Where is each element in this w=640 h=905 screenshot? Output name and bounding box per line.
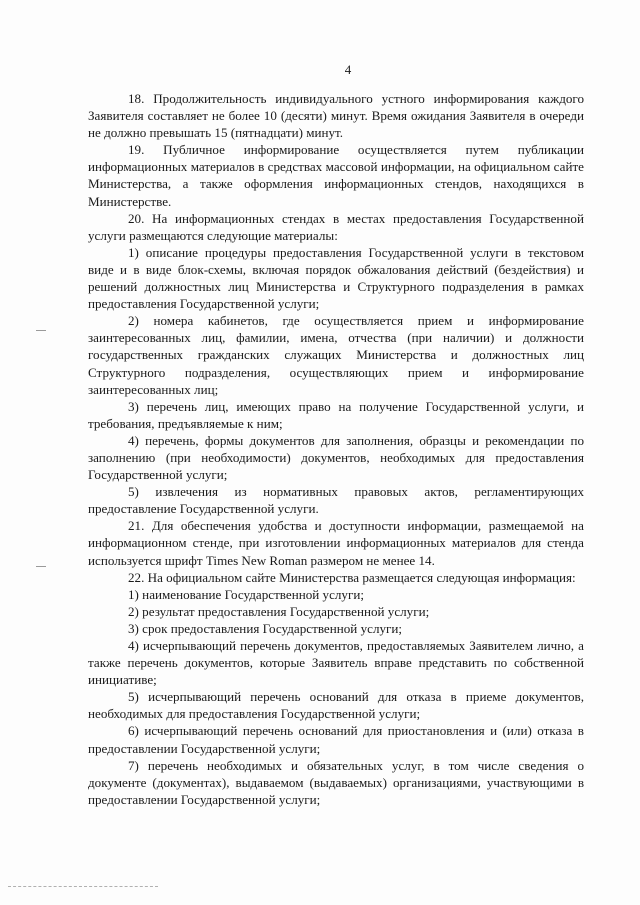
- scan-artifact-mark: [36, 330, 46, 331]
- paragraph-20-item-2: 2) номера кабинетов, где осуществляется прием и информирование заинтересованных лиц, фамилии, имена, отчества (при наличии) и должности государственных гражданских служащих Министерства и должностных лиц Структурного подразделения, осуществляющих прием и информирование заинтересованных лиц;: [88, 313, 584, 397]
- paragraph-20-item-1: 1) описание процедуры предоставления Государственной услуги в текстовом виде и в виде блок-схемы, включая порядок обжалования действий (бездействия) и решений должностных лиц Министерства и Структурного подразделения в рамках предоставления Государственной услуги;: [88, 244, 584, 312]
- paragraph-22-item-7: 7) перечень необходимых и обязательных услуг, в том числе сведения о документе (документах), выдаваемом (выдаваемых) организациями, участвующими в предоставлении Государственной услуги;: [88, 757, 584, 807]
- paragraph-20-item-5: 5) извлечения из нормативных правовых актов, регламентирующих предоставление Государственной услуги.: [88, 484, 584, 517]
- document-body: [88, 90, 584, 808]
- paragraph-19: 19. Публичное информирование осуществляется путем публикации информационных материалов в средствах массовой информации, на официальном сайте Министерства, а также оформления информационных стендов, находящихся в Министерстве.: [88, 142, 584, 209]
- paragraph-22-item-1: 1) наименование Государственной услуги;: [128, 586, 364, 602]
- paragraph-20-item-4: 4) перечень, формы документов для заполнения, образцы и рекомендации по заполнению (при необходимости) документов, необходимых для предоставления Государственной услуги;: [88, 432, 584, 483]
- paragraph-18: 18. Продолжительность индивидуального устного информирования каждого Заявителя составляет не более 10 (десяти) минут. Время ожидания Заявителя в очереди не должно превышать 15 (пятнадцати) минут.: [88, 91, 584, 141]
- paragraph-20: 20. На информационных стендах в местах предоставления Государственной услуги размещаются следующие материалы:: [88, 210, 584, 243]
- paragraph-20-item-3: 3) перечень лиц, имеющих право на получение Государственной услуги, и требования, предъявляемые к ним;: [88, 398, 584, 431]
- paragraph-22-item-4: 4) исчерпывающий перечень документов, предоставляемых Заявителем лично, а также перечень документов, которые Заявитель вправе представить по собственной инициативе;: [88, 638, 584, 688]
- paragraph-22-item-6: 6) исчерпывающий перечень оснований для приостановления и (или) отказа в предоставлении Государственной услуги;: [88, 723, 584, 756]
- paragraph-22-item-2: 2) результат предоставления Государственной услуги;: [128, 603, 430, 619]
- paragraph-22-item-3: 3) срок предоставления Государственной услуги;: [128, 620, 403, 636]
- paragraph-22: 22. На официальном сайте Министерства размещается следующая информация:: [128, 569, 576, 585]
- scan-artifact-bottom-line: [8, 886, 158, 887]
- scan-artifact-mark: [36, 566, 46, 567]
- paragraph-22-item-5: 5) исчерпывающий перечень оснований для отказа в приеме документов, необходимых для предоставления Государственной услуги;: [88, 689, 584, 722]
- paragraph-21: 21. Для обеспечения удобства и доступности информации, размещаемой на информационном стенде, при изготовлении информационных материалов для стенда используется шрифт Times New Roman размером не менее 14.: [88, 518, 584, 568]
- page-number: 4: [344, 62, 352, 77]
